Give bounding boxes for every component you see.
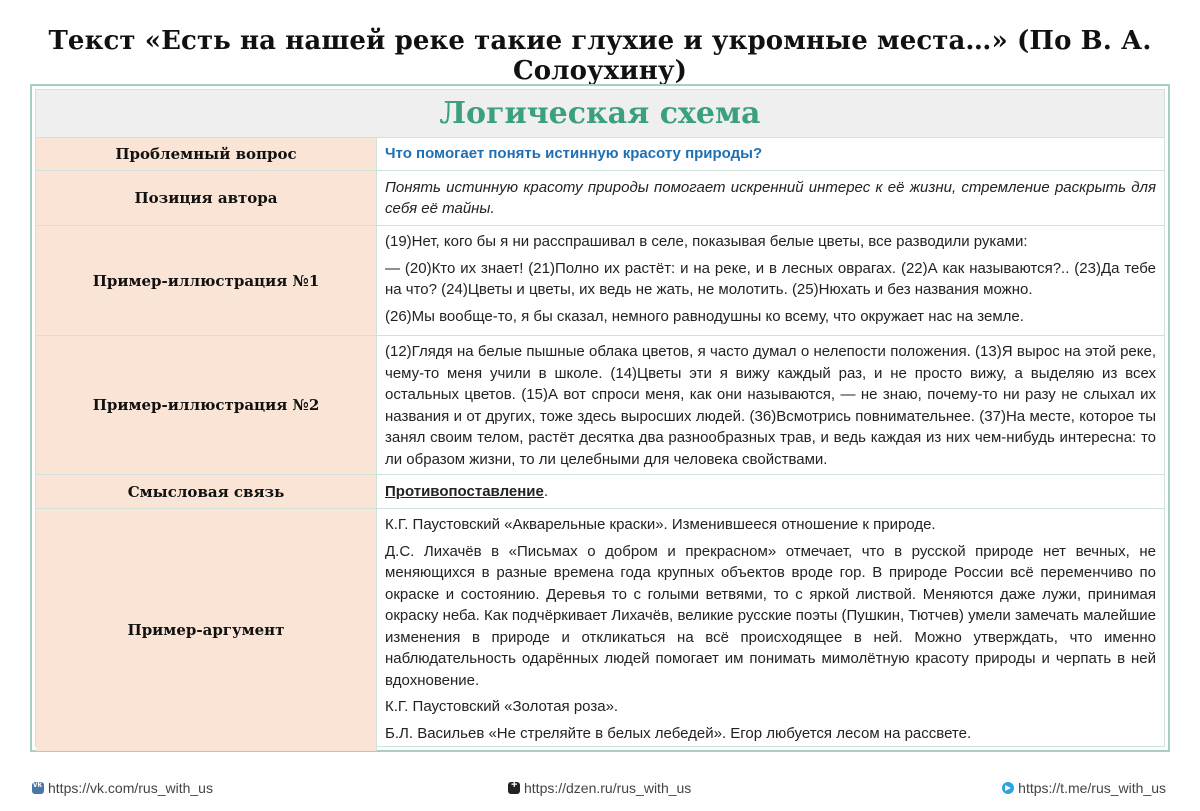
vk-link-text: https://vk.com/rus_with_us [48, 780, 213, 796]
schema-heading: Логическая схема [439, 96, 761, 131]
vk-icon [32, 782, 44, 794]
telegram-icon [1002, 782, 1014, 794]
example-paragraph: (19)Нет, кого бы я ни расспрашивал в селе, показывая белые цветы, все разводили руками: [385, 233, 1028, 250]
example-paragraph: — (20)Кто их знает! (21)Полно их растёт: и на реке, и в лесных оврагах. (22)А как называются?.. (23)Да тебе на что? (24)Цветы и цветы, их ведь не жать, не молотить. (25)Нюхать и без названия можно. [385, 259, 1156, 298]
page-title: Текст «Есть на нашей реке такие глухие и укромные места…» (По В. А. Солоухину) [48, 26, 1152, 86]
telegram-link-text: https://t.me/rus_with_us [1018, 780, 1166, 796]
semantic-link-suffix: . [543, 482, 549, 500]
author-position: Понять истинную красоту природы помогает искренний интерес к её жизни, стремление раскрыть для себя её тайны. [385, 178, 1156, 217]
argument-paragraph: К.Г. Паустовский «Акварельные краски». Изменившееся отношение к природе. [385, 516, 936, 533]
footer [0, 776, 1200, 798]
row-example-1 [36, 226, 1164, 336]
schema-header [36, 90, 1164, 138]
vk-link[interactable] [32, 780, 213, 796]
row-problem [36, 138, 1164, 171]
semantic-link: Противопоставление [385, 482, 544, 500]
row-value [377, 475, 1164, 508]
telegram-link[interactable] [1002, 780, 1166, 796]
row-link [36, 475, 1164, 509]
dzen-icon [508, 782, 520, 794]
argument-paragraph: Б.Л. Васильев «Не стреляйте в белых лебедей». Егор любуется лесом на рассвете. [385, 724, 972, 742]
problem-question: Что помогает понять истинную красоту природы? [385, 145, 763, 163]
row-example-2 [36, 336, 1164, 475]
row-label: Проблемный вопрос [36, 138, 377, 170]
row-value [377, 138, 1164, 170]
argument-paragraph: К.Г. Паустовский «Золотая роза». [385, 698, 619, 715]
argument-paragraph: Д.С. Лихачёв в «Письмах о добром и прекрасном» отмечает, что в русской природе нет вечных, не меняющихся в разные времена года крупных объектов вроде гор. В природе России всё переменчиво по окраске и состоянию. Деревья то с голыми ветвями, то с яркой листвой. Меняются даже лужи, принимая окраску неба. Как подчёркивает Лихачёв, великие русские поэты (Пушкин, Тютчев) умели замечать малейшие изменения в природе и откликаться на всё происходящее в ней. Можно утверждать, что именно наблюдательность одарённых людей помогает им понимать мимолётную красоту природы и черпать в ней вдохновение. [385, 542, 1156, 689]
example-paragraph: (26)Мы вообще-то, я бы сказал, немного равнодушны ко всему, что окружает нас на земле. [385, 307, 1024, 325]
row-value [377, 171, 1164, 225]
schema-frame [30, 84, 1170, 752]
row-label: Пример-аргумент [36, 509, 377, 751]
dzen-link[interactable] [508, 780, 691, 796]
row-position [36, 171, 1164, 226]
dzen-link-text: https://dzen.ru/rus_with_us [524, 780, 692, 796]
example-paragraph: (12)Глядя на белые пышные облака цветов, я часто думал о нелепости положения. (13)Я вырос на этой реке, чему-то меня учили в школе. (14)Цветы эти я вижу каждый раз, и не просто вижу, а выделяю из всех остальных цветов. (15)А вот спроси меня, как они называются, — не знаю, почему-то ни разу не слыхал их названия и от других, тоже здесь выросших людей. (36)Всмотрись повнимательнее. (37)На месте, которое ты занял своим телом, растёт десятка два разнообразных трав, и ведь каждая из них чем-нибудь интересна: то ли образом жизни, то ли целебными для человека свойствами. [385, 343, 1156, 468]
row-label: Позиция автора [36, 171, 377, 225]
row-value [377, 226, 1164, 335]
schema-table [35, 89, 1165, 747]
row-label: Пример-иллюстрация №2 [36, 336, 377, 474]
row-value [377, 336, 1164, 474]
row-value [377, 509, 1164, 751]
row-label: Пример-иллюстрация №1 [36, 226, 377, 335]
row-label: Смысловая связь [36, 475, 377, 508]
row-argument [36, 509, 1164, 751]
